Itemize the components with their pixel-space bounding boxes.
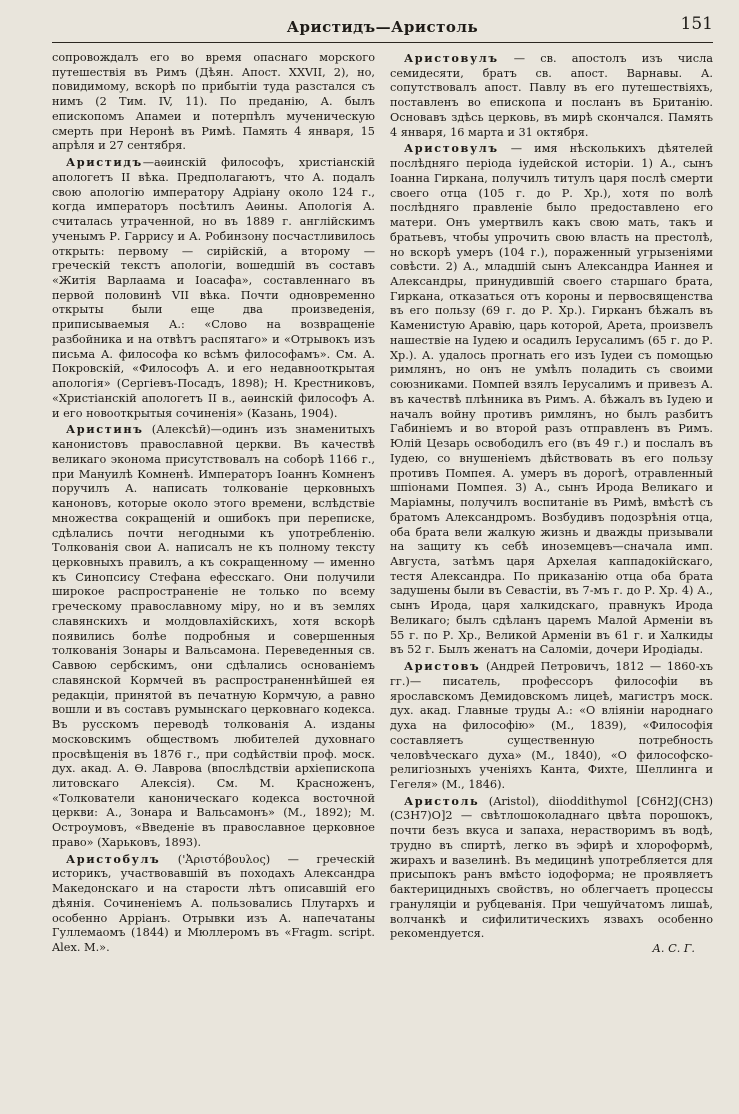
article-headword: Аристовъ (404, 659, 481, 674)
author-signature: А. С. Г. (652, 942, 695, 956)
article-text: —аѳинскій философъ, христіанскій апологетъ II вѣка. Предполагаютъ, что А. подалъ свою апологію императору Адріану около 124 г., когда императоръ посѣтилъ Аѳины. Апологія А. считалась утраченной, но въ 1889 г. англійскимъ ученымъ Р. Гаррису и А. Робинзону посчастливилось открыть: первому — сирійскій, а второму — греческій текстъ апологіи, вошедшій въ составъ «Житія Варлаама и Іоасафа», составленнаго въ первой половинѣ VII вѣка. Почти одновременно открыты были еще два произведенія, приписываемыя А.: «Слово на возвращеніе разбойника и на отвѣтъ распятаго» и «Отрывокъ изъ письма А. философа ко всѣмъ философамъ». См. А. Покровскій, «Философъ А. и его недавнооткрытая апологія» (Сергіевъ-Посадъ, 1898); Н. Крестниковъ, «Христіанскій апологетъ II в., аѳинскій философъ А. и его новооткрытыя сочиненія» (Казань, 1904). (52, 156, 375, 420)
article-aristov (390, 659, 713, 793)
article-text: — св. апостолъ изъ числа семидесяти, братъ св. апост. Варнавы. А. сопутствовалъ апост. Павлу въ его путешествіяхъ, поставленъ во епископа и посланъ въ Британію. Основавъ здѣсь церковь, въ мирѣ скончался. Память 4 января, 16 марта и 31 октября. (390, 52, 713, 139)
article-headword: Аристидъ (66, 155, 143, 170)
article-aristovul-apostle (390, 51, 713, 140)
article-headword: Аристовулъ (404, 51, 499, 65)
page-header (52, 14, 713, 43)
article-aristin (52, 422, 375, 850)
article-text: — имя нѣсколькихъ дѣятелей послѣдняго періода іудейской исторіи. 1) А., сынъ Іоанна Гиркана, получилъ титулъ царя послѣ смерти своего отца (105 г. до Р. Хр.), хотя по волѣ послѣдняго правленіе было предоставлено его матери. Онъ умертвилъ какъ свою мать, такъ и братьевъ, чтобы упрочить свою власть на престолѣ, но вскорѣ умеръ (104 г.), пораженный угрызеніями совѣсти. 2) А., младшій сынъ Александра Ианнея и Александры, принудившій своего старшаго брата, Гиркана, отказаться отъ короны и первосвященства въ его пользу (69 г. до Р. Хр.). Гирканъ бѣжалъ въ Каменистую Аравію, царь которой, Арета, произвелъ нашествіе на Іудею и осадилъ Іерусалимъ (65 г. до Р. Хр.). А. удалось прогнать его изъ Іудеи съ помощью римлянъ, но онъ не умѣлъ поладить съ своими союзниками. Помпей взялъ Іерусалимъ и привезъ А. въ качествѣ плѣнника въ Римъ. А. бѣжалъ въ Іудею и началъ войну противъ римлянъ, но былъ разбитъ Габиніемъ и во второй разъ отправленъ въ Римъ. Юлій Цезарь освободилъ его (въ 49 г.) и послалъ въ Іудею, со внушеніемъ дѣйствовать въ его пользу противъ Помпея. А. умеръ въ дорогѣ, отравленный шпіонами Помпея. 3) А., сынъ Ирода Великаго и Маріамны, получилъ воспитаніе въ Римѣ, вмѣстѣ съ братомъ Александромъ. Возбудивъ подозрѣнія отца, оба брата вели жалкую жизнь и дважды призывали на защиту къ себѣ иноземцевъ—сначала имп. Августа, затѣмъ царя Архелая каппадокійскаго, тестя Александра. По приказанію отца оба брата задушены были въ Севастіи, въ 7-мъ г. до Р. Хр. 4) А., сынъ Ирода, царя халкидскаго, правнукъ Ирода Великаго; былъ сдѣланъ царемъ Малой Арменіи въ 55 г. по Р. Хр., Великой Арменіи въ 61 г. и Халкиды въ 52 г. Былъ женатъ на Саломіи, дочери Иродіады. (390, 142, 713, 657)
article-text: (Андрей Петровичъ, 1812 — 1860-хъ гг.)— писатель, профессоръ философіи въ ярославскомъ Демидовскомъ лицеѣ, магистръ моск. дух. акад. Главные труды А.: «О вліяніи народнаго духа на философію» (М., 1839), «Философія составляетъ существенную потребность человѣческаго духа» (М., 1840), «О философско-религіозныхъ ученіяхъ Канта, Фихте, Шеллинга и Гегеля» (М., 1846). (390, 660, 713, 791)
article-aristol (390, 794, 713, 942)
running-title: Аристидъ—Аристоль (286, 18, 479, 36)
article-headword: Аристоль (404, 793, 480, 808)
article-continuation (52, 51, 375, 154)
right-column (390, 51, 713, 957)
page-number: 151 (680, 14, 713, 34)
article-text: (Алексѣй)—одинъ изъ знаменитыхъ канонистовъ православной церкви. Въ качествѣ великаго эконома присутствовалъ на соборѣ 1166 г., при Мануилѣ Комненѣ. Императоръ Іоаннъ Комненъ поручилъ А. написать толкованіе церковныхъ каноновъ, которые около этого времени, вслѣдствіе множества сокращеній и ошибокъ при переписке, сдѣлались почти негодными къ употребленію. Толкованія свои А. написалъ не къ полному тексту церковныхъ правилъ, а къ сокращенному — именно къ Синопсису Стефана ефесскаго. Они получили широкое распространеніе не только по всему греческому православному міру, но и въ землях славянскихъ и молдовлахійскихъ, хотя вскорѣ появились болѣе подробныя и совершенныя толкованія Зонары и Вальсамона. Переведенныя св. Саввою сербскимъ, они сдѣлались основаніемъ славянской Кормчей въ распространеннѣйшей ея редакціи, принятой въ печатную Кормчую, а равно вошли и въ составъ румынскаго церковнаго кодекса. Въ русскомъ переводѣ толкованія А. изданы московскимъ обществомъ любителей духовнаго просвѣщенія въ 1876 г., при содѣйствіи проф. моск. дух. акад. А. Ѳ. Лаврова (впослѣдствіи архіепископа литовскаго Алексія). См. М. Красноженъ, «Толкователи каноническаго кодекса восточной церкви: А., Зонара и Вальсамонъ» (М., 1892); М. Остроумовъ, «Введеніе въ православное церковное право» (Харьковъ, 1893). (52, 423, 375, 849)
left-column (52, 51, 375, 957)
article-aristobul (52, 852, 375, 956)
article-text: ('Ἀριστόβουλος) — греческій историкъ, участвовавшій въ походахъ Александра Македонскаго и на старости лѣтъ описавшій его дѣянія. Сочиненіемъ А. пользовались Плутархъ и особенно Арріанъ. Отрывки изъ А. напечатаны Гуллемаомъ (1844) и Мюллеромъ въ «Fragm. script. Alex. M.». (52, 852, 375, 955)
article-text: (Aristol), diioddithymol [C6H2J(CH3)(C3H7)O]2 — свѣтлошоколаднаго цвѣта порошокъ, почти безъ вкуса и запаха, нерастворимъ въ водѣ, трудно въ спиртѣ, легко въ эфирѣ и хлороформѣ, жирахъ и вазелинѣ. Въ медицинѣ употребляется для присыпокъ ранъ вмѣсто іодоформа; не проявляетъ бактерицидныхъ свойствъ, но облегчаетъ процессы грануляціи и рубцеванія. При чешуйчатомъ лишаѣ, волчанкѣ и сифилитическихъ язвахъ особенно рекомендуется. (390, 794, 713, 941)
article-aristovul-judean (390, 141, 713, 658)
article-headword: Аристобулъ (66, 851, 161, 866)
article-text: сопровождалъ его во время опаснаго морского путешествія въ Римъ (Дѣян. Апост. XXVII, 2), но, повидимому, вскорѣ по прибытіи туда разстался съ нимъ (2 Тим. IV, 11). По преданію, А. былъ епископомъ Апамеи и потерпѣлъ мученическую смерть при Неронѣ въ Римѣ. Память 4 января, 15 апрѣля и 27 сентября. (52, 51, 375, 153)
article-headword: Аристинъ (66, 422, 144, 437)
article-aristides (52, 155, 375, 421)
article-headword: Аристовулъ (404, 141, 499, 156)
